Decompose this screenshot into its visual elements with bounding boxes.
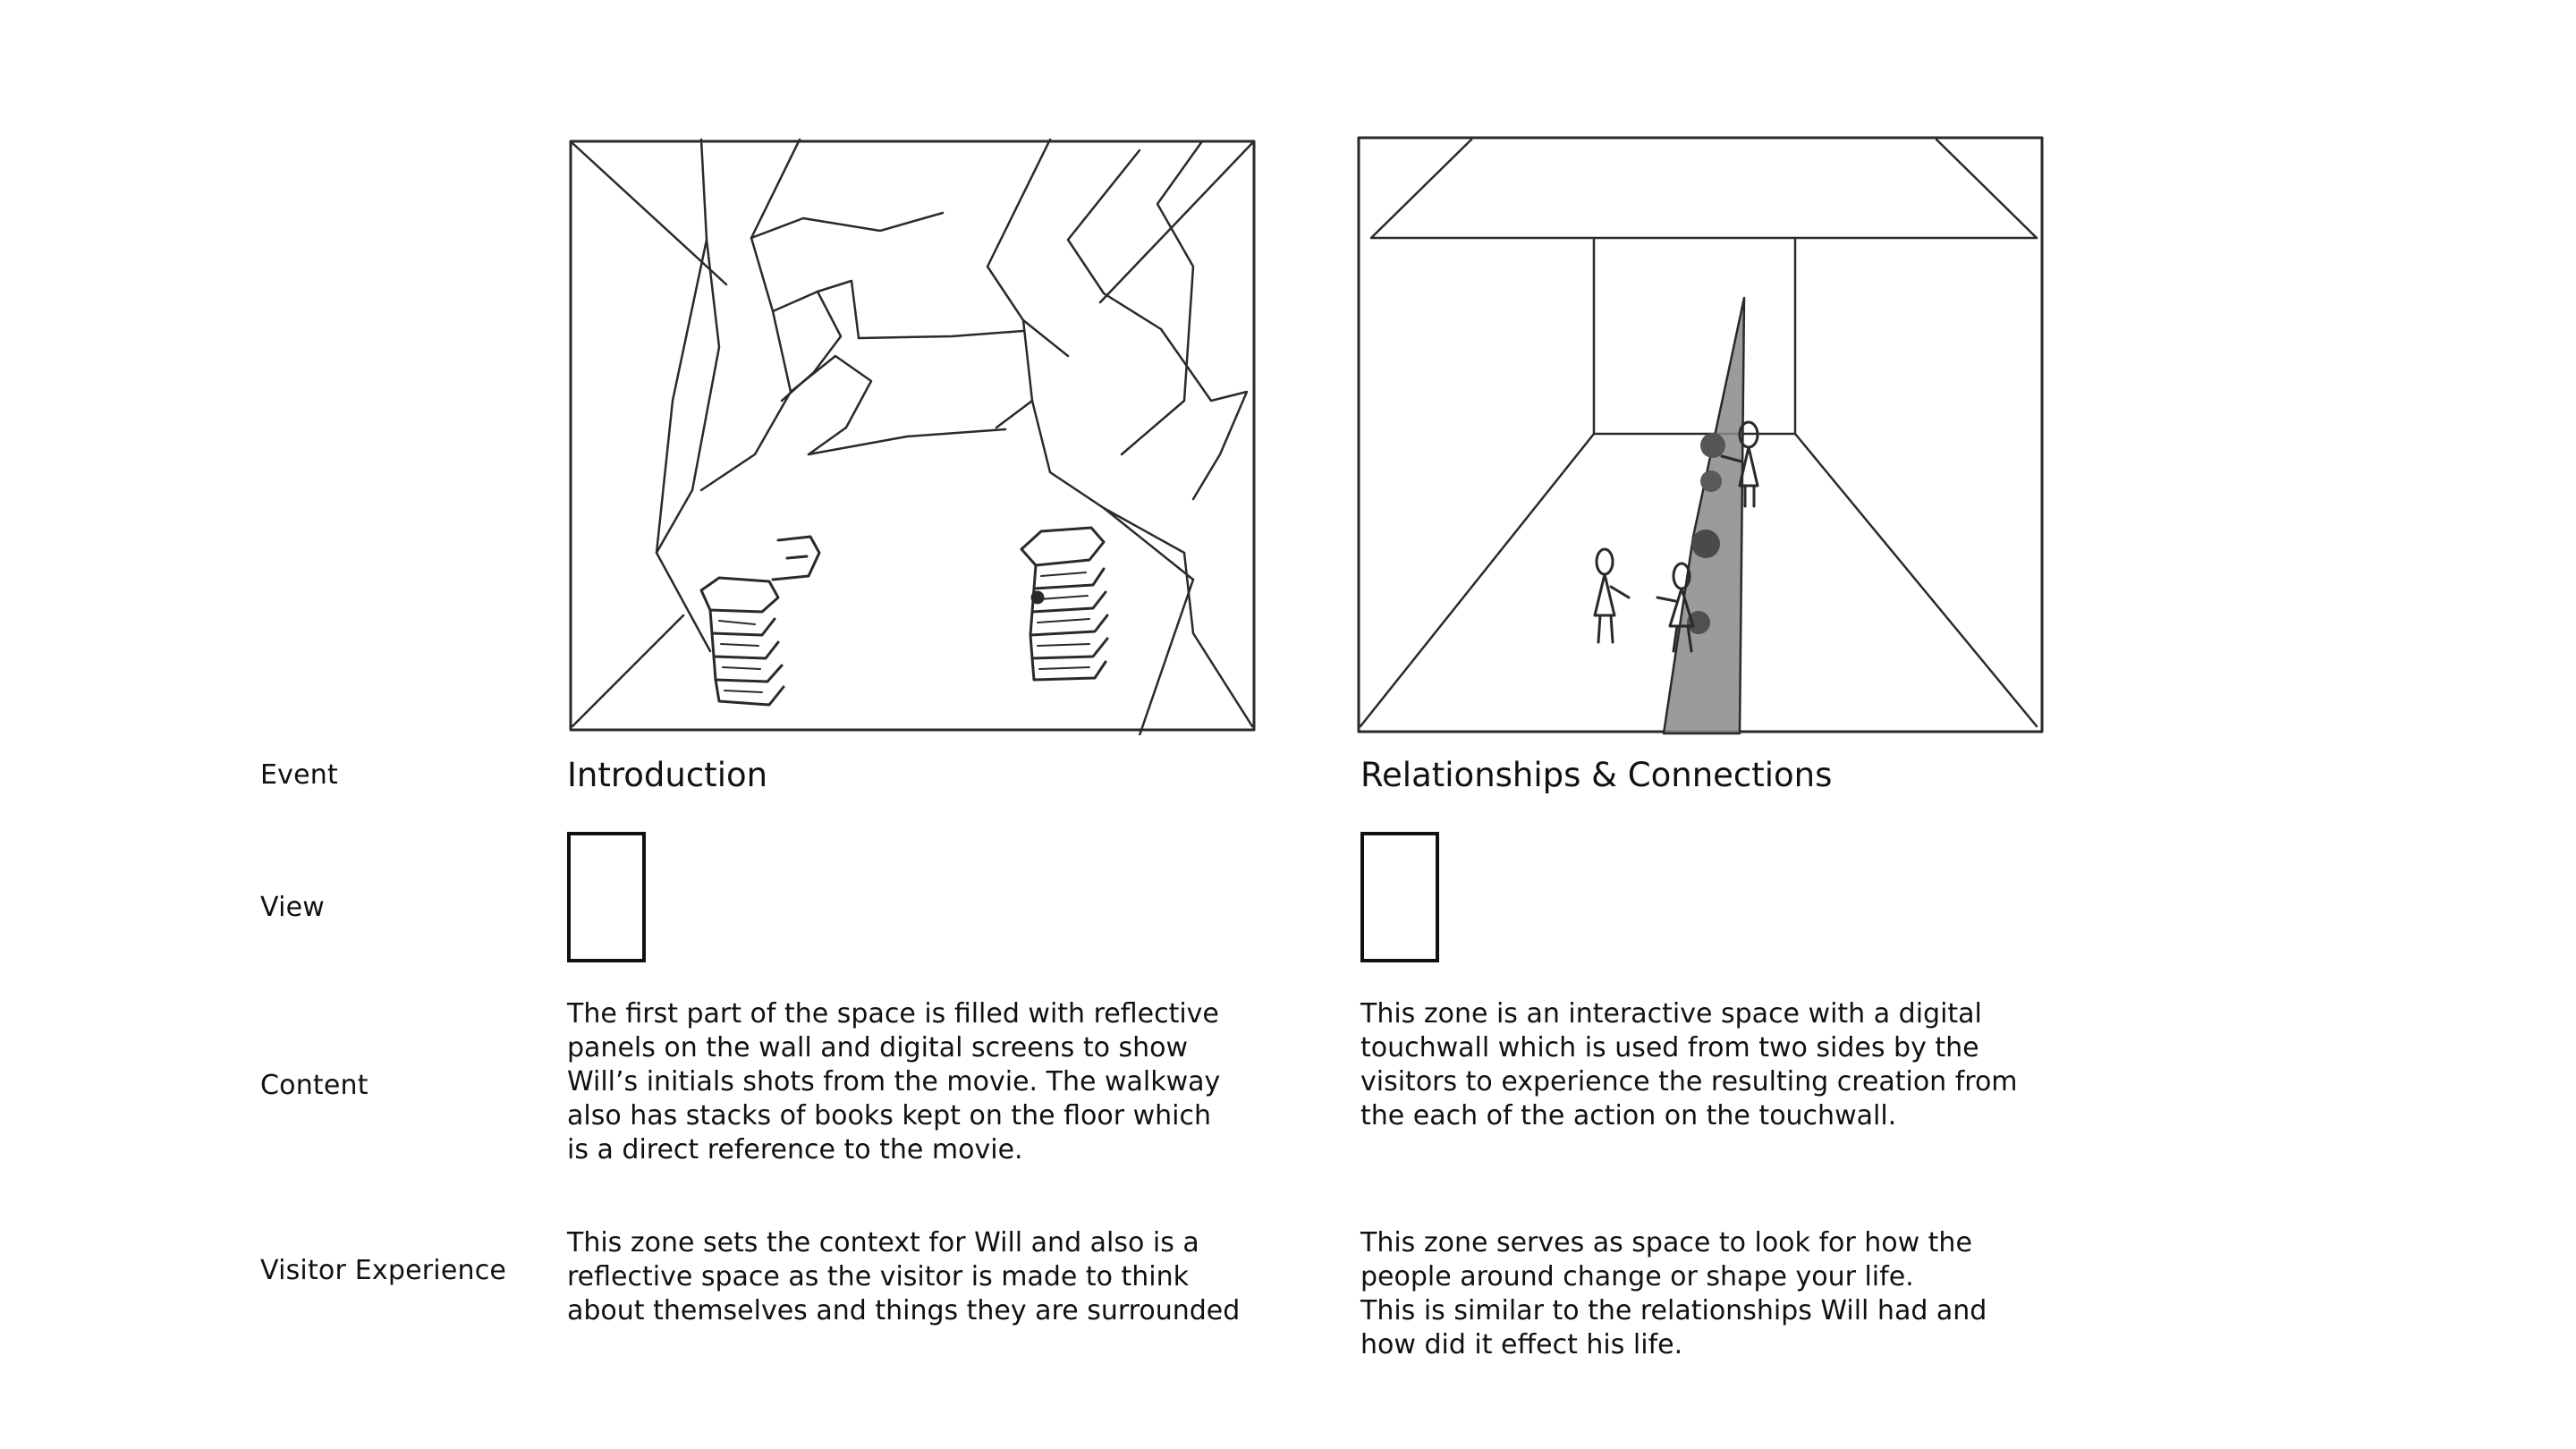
- introduction-sketch: [567, 132, 1259, 735]
- content-text-introduction: The first part of the space is filled with reflective panels on the wall and digital screens to show Will’s initials shots from the movie. The walkway also has stacks of books kept on the floor which is a direct reference to the movie.: [567, 998, 1221, 1165]
- view-frame-introduction: [567, 832, 646, 962]
- row-label-view: View: [260, 892, 325, 923]
- visitor-experience-text-relationships: This zone serves as space to look for how the people around change or shape your life. This is similar to the relationships Will had and how did it effect his life.: [1360, 1227, 1987, 1360]
- event-title-relationships: Relationships & Connections: [1360, 756, 1833, 794]
- touchwall: [1664, 298, 1744, 733]
- view-frame-relationships: [1360, 832, 1439, 962]
- event-title-introduction: Introduction: [567, 756, 768, 794]
- row-label-event: Event: [260, 759, 338, 791]
- relationships-sketch: [1355, 132, 2047, 735]
- book-stack-right: [1021, 528, 1107, 680]
- row-label-content: Content: [260, 1070, 369, 1101]
- visitor-experience-text-introduction: This zone sets the context for Will and also is a reflective space as the visitor is made to think about themselves and things they are surrounded: [567, 1227, 1241, 1326]
- visitor-figure: [1595, 549, 1629, 642]
- row-label-visitor-experience: Visitor Experience: [260, 1255, 507, 1286]
- book-stack-left: [701, 537, 819, 705]
- content-text-relationships: This zone is an interactive space with a digital touchwall which is used from two sides by the visitors to experience the resulting creation from the each of the action on the touchwall.: [1360, 998, 2018, 1131]
